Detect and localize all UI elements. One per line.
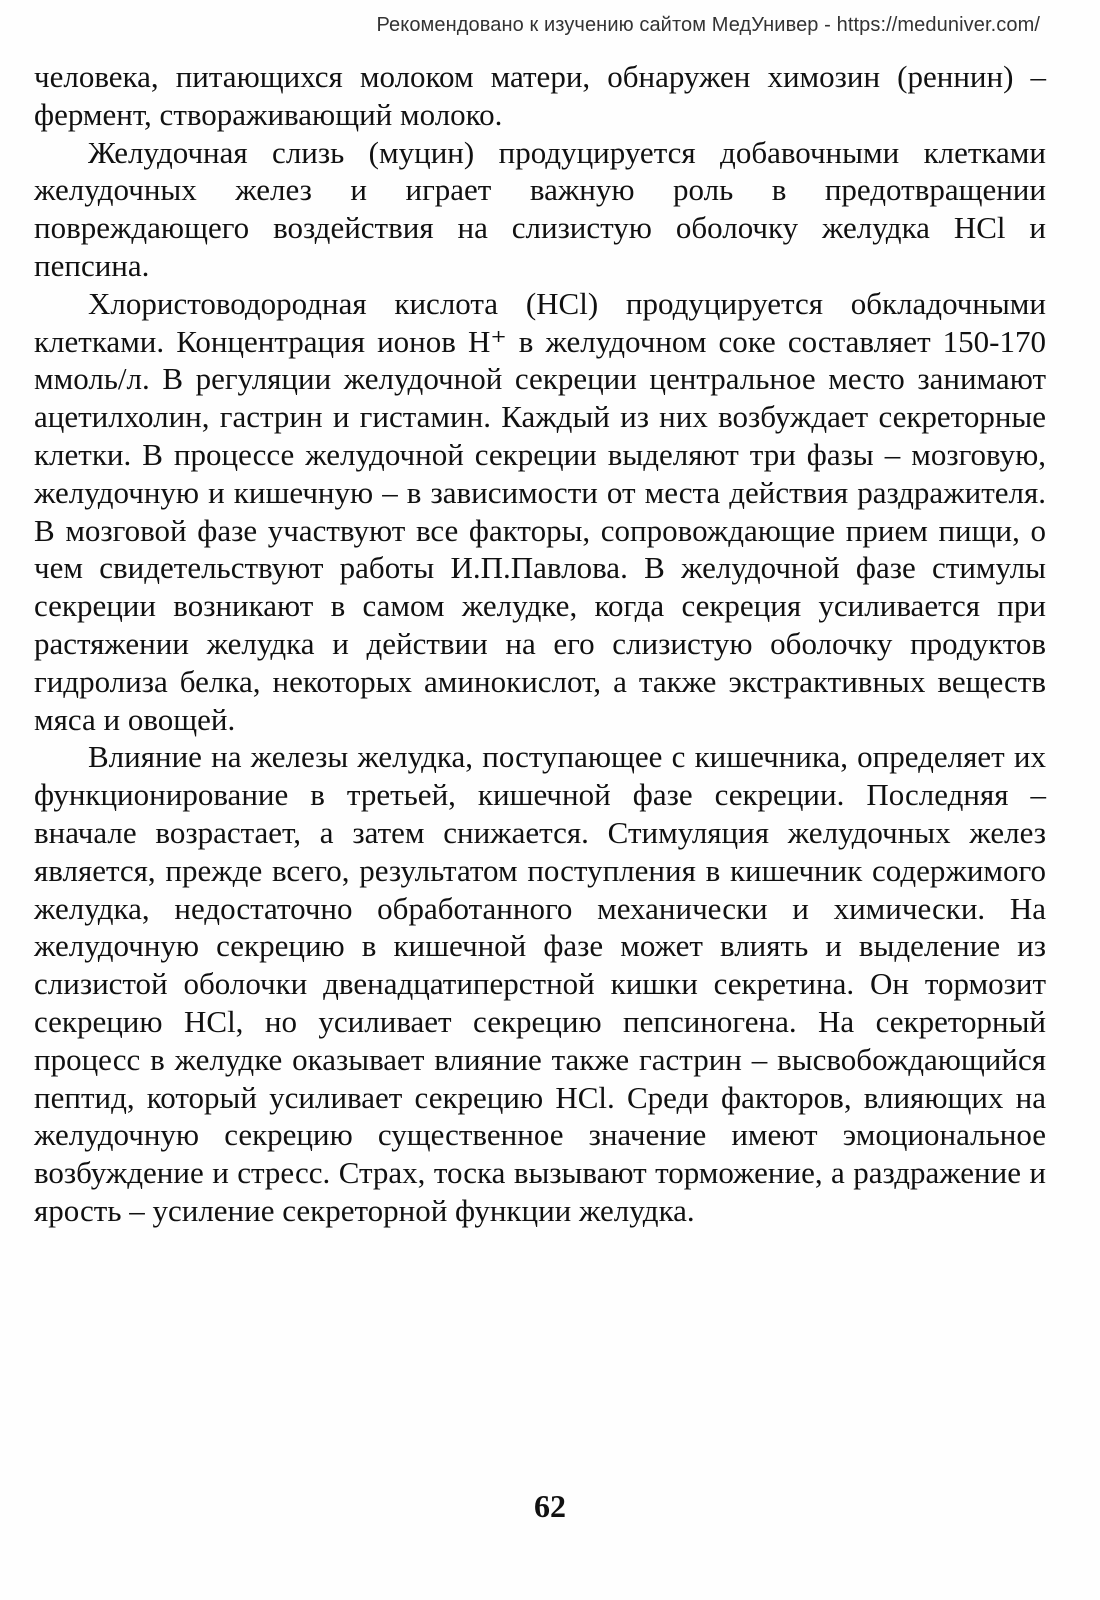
body-text — [34, 58, 1046, 1230]
paragraph-intestinal-phase: Влияние на железы желудка, поступающее с кишечника, определяет их функционирование в третьей, кишечной фазе секреции. Последняя – вначале возрастает, а затем снижается. Стимуляция желудочных желез является, прежде всего, результатом поступления в кишечник содержимого желудка, недостаточно обработанного механически и химически. На желудочную секрецию в кишечной фазе может влиять и выделение из слизистой оболочки двенадцатиперстной кишки секретина. Он тормозит секрецию HCl, но усиливает секрецию пепсиногена. На секреторный процесс в желудке оказывает влияние также гастрин – высвобождающийся пептид, который усиливает секрецию HCl. Среди факторов, влияющих на желудочную секрецию существенное значение имеют эмоциональное возбуждение и стресс. Страх, тоска вызывают торможение, а раздражение и ярость – усиление секреторной функции желудка. — [34, 739, 1046, 1228]
paragraph-mucin: Желудочная слизь (муцин) продуцируется добавочными клетками желудочных желез и играет важную роль в предотвращении повреждающего воздействия на слизистую оболочку желудка HCl и пепсина. — [34, 134, 1046, 283]
paragraph-hydrochloric-acid: Хлористоводородная кислота (HCl) продуцируется обкладочными клетками. Концентрация ионов H⁺ в желудочном соке составляет 150-170 ммоль/л. В регуляции желудочной секреции центральное место занимают ацетилхолин, гастрин и гистамин. Каждый из них возбуждает секреторные клетки. В процессе желудочной секреции выделяют три фазы – мозговую, желудочную и кишечную – в зависимости от места действия раздражителя. В мозговой фазе участвуют все факторы, сопровождающие прием пищи, о чем свидетельствуют работы И.П.Павлова. В желудочной фазе стимулы секреции возникают в самом желудке, когда секреция усиливается при растяжении желудка и действии на его слизистую оболочку продуктов гидролиза белка, некоторых аминокислот, а также экстрактивных веществ мяса и овощей. — [34, 285, 1046, 737]
watermark-recommendation: Рекомендовано к изучению сайтом МедУнивер - https://meduniver.com/ — [376, 14, 1040, 36]
page-number: 62 — [534, 1488, 566, 1524]
paragraph-continuation: человека, питающихся молоком матери, обнаружен химозин (реннин) – фермент, створаживающий молоко. — [34, 59, 1046, 132]
